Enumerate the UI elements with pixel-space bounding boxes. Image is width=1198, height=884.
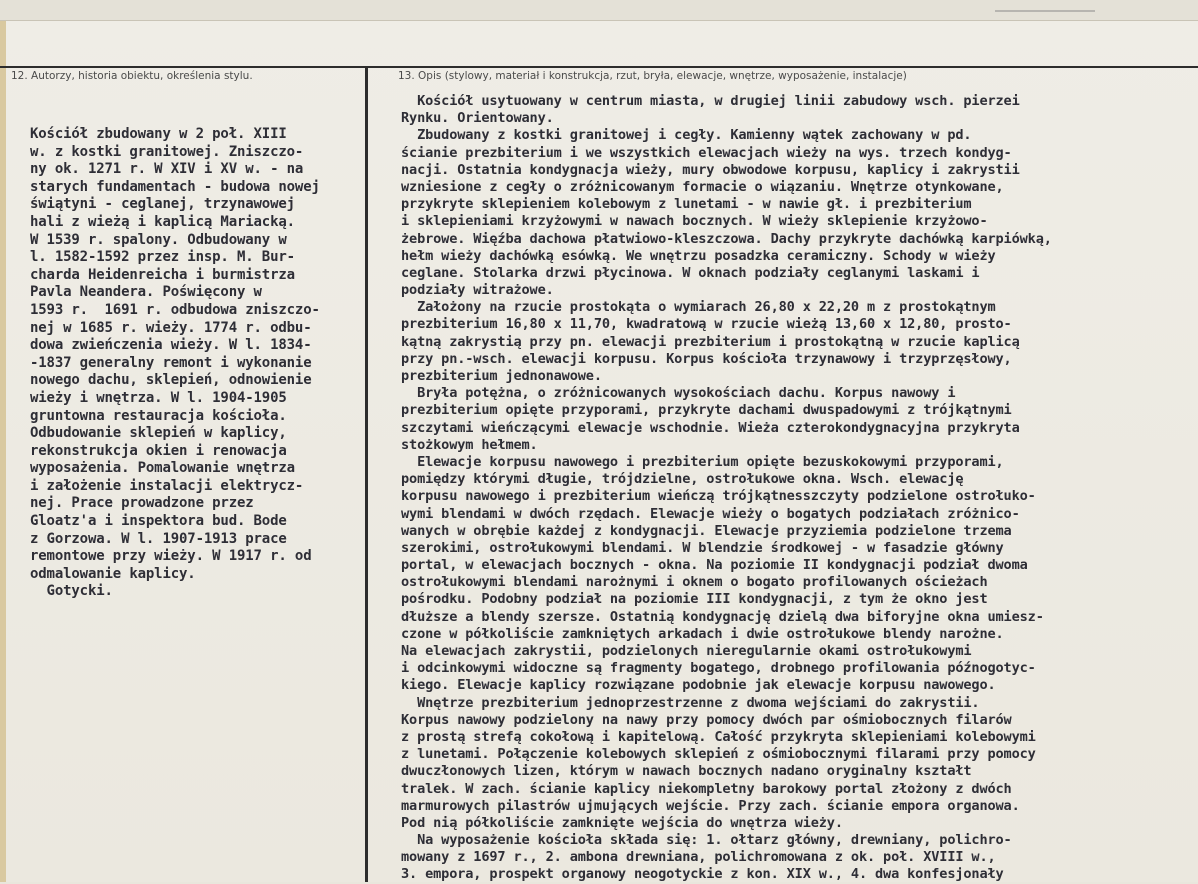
history-text-line: z Gorzowa. W l. 1907-1913 prace [30, 530, 287, 547]
description-text-line: szerokimi, ostrołukowymi blendami. W blendzie środkowej - w fasadzie główny [401, 539, 1004, 556]
description-text-line: z lunetami. Połączenie kolebowych sklepień z ośmiobocznymi filarami przy pomocy [401, 746, 1036, 763]
history-text-line: ny ok. 1271 r. W XIV i XV w. - na [30, 161, 304, 178]
top-paper-strip [0, 0, 1198, 21]
history-text-line: wieży i wnętrza. W l. 1904-1905 [30, 389, 287, 406]
history-text-line: dowa zwieńczenia wieży. W l. 1834- [30, 337, 312, 354]
history-text-line: charda Heidenreicha i burmistrza [30, 266, 295, 283]
description-text-line: Korpus nawowy podzielony na nawy przy pomocy dwóch par ośmiobocznych filarów [401, 711, 1012, 728]
description-text-column [401, 93, 1198, 884]
description-text-line: prezbiterium opięte przyporami, przykryte dachami dwuspadowymi z trójkątnymi [401, 402, 1012, 419]
description-text-line: Założony na rzucie prostokąta o wymiarach 26,80 x 22,20 m z prostokątnym [401, 299, 996, 316]
description-text-line: Pod nią półkoliście zamknięte wejścia do wnętrza wieży. [401, 814, 843, 831]
page-left-edge [0, 0, 6, 882]
header-divider-line [0, 66, 1198, 68]
top-strip-mark [995, 10, 1095, 12]
description-text-line: marmurowych pilastrów ujmujących wejście. Przy zach. ścianie empora organowa. [401, 797, 1020, 814]
history-text-column [30, 126, 375, 601]
description-text-line: Wnętrze prezbiterium jednoprzestrzenne z dwoma wejściami do zakrystii. [401, 694, 980, 711]
description-text-line: ceglane. Stolarka drzwi płycinowa. W oknach podziały ceglanymi laskami i [401, 264, 980, 281]
description-text-line: Na elewacjach zakrystii, podzielonych nieregularnie okami ostrołukowymi [401, 643, 972, 659]
description-text-line: dłuższe a blendy szersze. Ostatnią kondygnację dzielą dwa biforyjne okna umiesz- [401, 608, 1044, 625]
description-text-line: tralek. W zach. ścianie kaplicy niekompletny barokowy portal złożony z dwóch [401, 780, 1012, 797]
history-text-line: gruntowna restauracja kościoła. [30, 407, 287, 424]
description-text-line: Rynku. Orientowany. [401, 110, 554, 127]
description-text-line: portal, w elewacjach bocznych - okna. Na poziomie II kondygnacji podział dwoma [401, 557, 1028, 574]
description-text-line: podziały witrażowe. [401, 282, 554, 299]
description-text-line: wzniesione z cegły o zróżnicowanym formacie o wiązaniu. Wnętrze otynkowane, [401, 178, 1004, 195]
description-text-line: Bryła potężna, o zróżnicowanych wysokościach dachu. Korpus nawowy i [401, 385, 956, 402]
history-text-line: i założenie instalacji elektrycz- [30, 477, 304, 494]
description-text-line: i sklepieniami krzyżowymi w nawach bocznych. W wieży sklepienie krzyżowo- [401, 213, 988, 230]
description-text-line: Na wyposażenie kościoła składa się: 1. ołtarz główny, drewniany, polichro- [401, 832, 1012, 849]
description-text-line: mowany z 1697 r., 2. ambona drewniana, polichromowana z ok. poł. XVIII w., [401, 849, 996, 866]
history-text-line: -1837 generalny remont i wykonanie [30, 354, 312, 371]
description-text-line: i odcinkowymi widoczne są fragmenty bogatego, drobnego profilowania późnogotyc- [401, 660, 1036, 677]
right-column-header: 13. Opis (stylowy, materiał i konstrukcja, rzut, bryła, elewacje, wnętrze, wyposażenie, instalacje) [398, 70, 907, 82]
description-text-line: żebrowe. Więźba dachowa płatwiowo-kleszczowa. Dachy przykryte dachówką karpiówką, [401, 230, 1052, 247]
description-text-line: stożkowym hełmem. [401, 436, 538, 453]
history-text-line: Gotycki. [30, 583, 113, 600]
description-text-line: hełm wieży dachówką esówką. We wnętrzu posadzka ceramiczny. Schody w wieży [401, 247, 996, 264]
history-text-line: remontowe przy wieży. W 1917 r. od [30, 548, 312, 565]
description-text-line: prezbiterium jednonawowe. [401, 368, 602, 384]
description-text-line: szczytami wieńczącymi elewacje wschodnie. Wieża czterokondygnacyjna przykryta [401, 419, 1020, 436]
history-text-line: Pavla Neandera. Poświęcony w [30, 284, 262, 301]
description-text-line: Elewacje korpusu nawowego i prezbiterium opięte bezuskokowymi przyporami, [401, 453, 1004, 470]
description-text-line: z prostą strefą cokołową i kapitelową. Całość przykryta sklepieniami kolebowymi [401, 728, 1036, 745]
history-text-line: l. 1582-1592 przez insp. M. Bur- [30, 249, 295, 266]
description-text-line: korpusu nawowego i prezbiterium wieńczą trójkątnesszczyty podzielone ostrołuko- [401, 488, 1036, 505]
history-text-line: hali z wieżą i kaplicą Mariacką. [30, 213, 295, 230]
description-text-line: kątną zakrystią przy pn. elewacji prezbiterium i prostokątną w rzucie kaplicą [401, 333, 1020, 350]
left-column-header: 12. Autorzy, historia obiektu, określenia stylu. [11, 70, 253, 82]
description-text-line: prezbiterium 16,80 x 11,70, kwadratową w rzucie wieżą 13,60 x 12,80, prosto- [401, 316, 1012, 333]
description-text-line: czone w półkoliście zamkniętych arkadach i dwie ostrołukowe blendy narożne. [401, 625, 1004, 642]
description-text-line: wanych w obrębie każdej z kondygnacji. Elewacje przyziemia podzielone trzema [401, 522, 1012, 539]
history-text-line: nowego dachu, sklepień, odnowienie [30, 372, 312, 389]
history-text-line: nej w 1685 r. wieży. 1774 r. odbu- [30, 319, 312, 336]
description-text-line: pomiędzy którymi długie, trójdzielne, ostrołukowe okna. Wsch. elewację [401, 471, 964, 488]
description-text-line: przykryte sklepieniem kolebowym z lunetami - w nawie gł. i prezbiterium [401, 196, 972, 213]
history-text-line: Gloatz'a i inspektora bud. Bode [30, 513, 287, 530]
history-text-line: odmalowanie kaplicy. [30, 565, 196, 582]
history-text-line: wyposażenia. Pomalowanie wnętrza [30, 460, 295, 477]
history-text-line: w. z kostki granitowej. Zniszczo- [30, 143, 304, 160]
description-text-line: kiego. Elewacje kaplicy rozwiązane podobnie jak elewacje korpusu nawowego. [401, 677, 996, 694]
description-text-line: wymi blendami w dwóch rzędach. Elewacje wieży o bogatych podziałach zróżnico- [401, 505, 1020, 522]
history-text-line: 1593 r. 1691 r. odbudowa zniszczo- [30, 301, 320, 318]
description-text-line: nacji. Ostatnia kondygnacja wieży, mury obwodowe korpusu, kaplicy i zakrystii [401, 161, 1020, 178]
description-text-line: pośrodku. Podobny podział na poziomie III kondygnacji, z tym że okno jest [401, 591, 988, 608]
history-text-line: W 1539 r. spalony. Odbudowany w [30, 231, 287, 248]
description-text-line: ścianie prezbiterium i we wszystkich elewacjach wieży na wys. trzech kondyg- [401, 144, 1012, 161]
description-text-line: dwuczłonowych lizen, którym w nawach bocznych nadano oryginalny kształt [401, 763, 972, 780]
history-text-line: rekonstrukcja okien i renowacja [30, 442, 287, 459]
description-text-line: 3. empora, prospekt organowy neogotyckie z kon. XIX w., 4. dwa konfesjonały [401, 866, 1004, 883]
history-text-line: starych fundamentach - budowa nowej [30, 178, 320, 195]
history-text-line: nej. Prace prowadzone przez [30, 495, 254, 512]
history-text-line: Odbudowanie sklepień w kaplicy, [30, 425, 287, 442]
history-text-line: Kościół zbudowany w 2 poł. XIII [30, 126, 287, 142]
description-text-line: ostrołukowymi blendami narożnymi i oknem o bogato profilowanych ościeżach [401, 574, 988, 591]
history-text-line: świątyni - ceglanej, trzynawowej [30, 196, 295, 213]
description-text-line: Kościół usytuowany w centrum miasta, w drugiej linii zabudowy wsch. pierzei [401, 93, 1020, 109]
description-text-line: Zbudowany z kostki granitowej i cegły. Kamienny wątek zachowany w pd. [401, 127, 972, 144]
description-text-line: przy pn.-wsch. elewacji korpusu. Korpus kościoła trzynawowy i trzyprzęsłowy, [401, 350, 1012, 367]
